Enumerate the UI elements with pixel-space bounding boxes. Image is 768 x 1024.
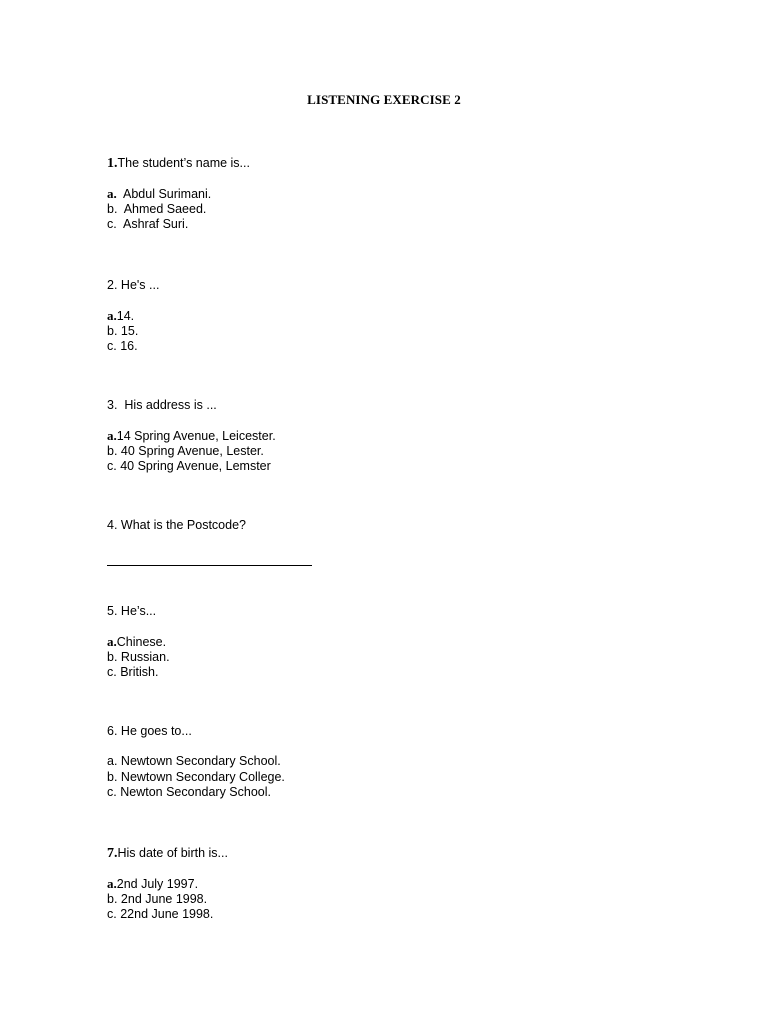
option-a — [107, 186, 250, 202]
option-letter: c. — [107, 665, 117, 679]
question-text: What is the Postcode? — [120, 518, 246, 532]
option-text: Newtown Secondary College. — [120, 769, 285, 784]
question-5 — [107, 603, 170, 681]
option-letter: b. — [107, 443, 118, 458]
question-stem — [107, 845, 228, 861]
question-number: 3. — [107, 398, 118, 412]
question-number: 1. — [107, 156, 118, 171]
question-2 — [107, 277, 159, 355]
option-text: Newton Secondary School. — [120, 785, 271, 799]
answer-line[interactable] — [107, 547, 312, 566]
option-text: 2nd June 1998. — [120, 891, 208, 906]
option-a — [107, 876, 228, 892]
option-letter: a. — [107, 754, 118, 768]
option-c — [107, 907, 228, 923]
option-letter: b. — [107, 323, 118, 338]
option-text: 40 Spring Avenue, Lemster — [120, 459, 271, 473]
question-stem — [107, 155, 250, 171]
option-letter: c. — [107, 217, 117, 231]
option-b — [107, 202, 250, 218]
option-letter: c. — [107, 907, 117, 921]
question-6 — [107, 723, 285, 801]
option-letter: a. — [107, 876, 117, 891]
question-number: 5. — [107, 604, 118, 618]
option-text: 40 Spring Avenue, Lester. — [120, 443, 264, 458]
option-text: Abdul Surimani. — [116, 187, 212, 201]
option-letter: b. — [107, 769, 118, 784]
option-letter: b. — [107, 201, 118, 216]
option-letter: b. — [107, 649, 118, 664]
option-b — [107, 892, 228, 908]
worksheet-title: LISTENING EXERCISE 2 — [307, 92, 461, 107]
question-text: His date of birth is... — [117, 846, 228, 860]
question-stem — [107, 277, 159, 293]
option-c — [107, 665, 170, 681]
option-a — [107, 428, 276, 444]
option-c — [107, 339, 159, 355]
question-number: 6. — [107, 724, 118, 738]
option-letter: c. — [107, 785, 117, 799]
option-c — [107, 217, 250, 233]
option-text: 14 Spring Avenue, Leicester. — [116, 429, 276, 443]
option-c — [107, 459, 276, 475]
option-letter: a. — [107, 186, 117, 201]
option-text: Ashraf Suri. — [116, 217, 189, 231]
question-number: 2. — [107, 278, 118, 292]
question-1 — [107, 155, 250, 233]
option-a — [107, 634, 170, 650]
option-b — [107, 444, 276, 460]
option-b — [107, 324, 159, 340]
option-letter: c. — [107, 459, 117, 473]
question-stem — [107, 723, 285, 739]
option-b — [107, 770, 285, 786]
option-a — [107, 754, 285, 770]
option-letter: b. — [107, 891, 118, 906]
option-text: 15. — [120, 323, 139, 338]
question-number: 7. — [107, 846, 118, 861]
option-letter: a. — [107, 634, 117, 649]
option-letter: a. — [107, 428, 117, 443]
question-stem — [107, 603, 170, 619]
option-text: 22nd June 1998. — [120, 907, 214, 921]
option-letter: c. — [107, 339, 117, 353]
question-7 — [107, 845, 228, 923]
option-a — [107, 308, 159, 324]
option-c — [107, 785, 285, 801]
option-b — [107, 650, 170, 666]
question-text: The student’s name is... — [117, 156, 250, 170]
question-stem — [107, 517, 312, 533]
question-text: He goes to... — [120, 724, 192, 738]
option-text: Newtown Secondary School. — [120, 754, 281, 768]
question-text: He's ... — [120, 278, 160, 292]
question-text: He’s... — [120, 604, 157, 618]
option-text: 14. — [116, 309, 135, 323]
question-text: His address is ... — [124, 398, 217, 412]
option-text: 16. — [120, 339, 138, 353]
option-text: Ahmed Saeed. — [117, 201, 207, 216]
question-3 — [107, 397, 276, 475]
question-stem — [107, 397, 276, 413]
option-text: Russian. — [120, 649, 170, 664]
option-letter: a. — [107, 308, 117, 323]
option-text: British. — [120, 665, 159, 679]
option-text: 2nd July 1997. — [116, 877, 199, 891]
question-4 — [107, 517, 312, 566]
question-number: 4. — [107, 518, 118, 532]
option-text: Chinese. — [116, 635, 167, 649]
